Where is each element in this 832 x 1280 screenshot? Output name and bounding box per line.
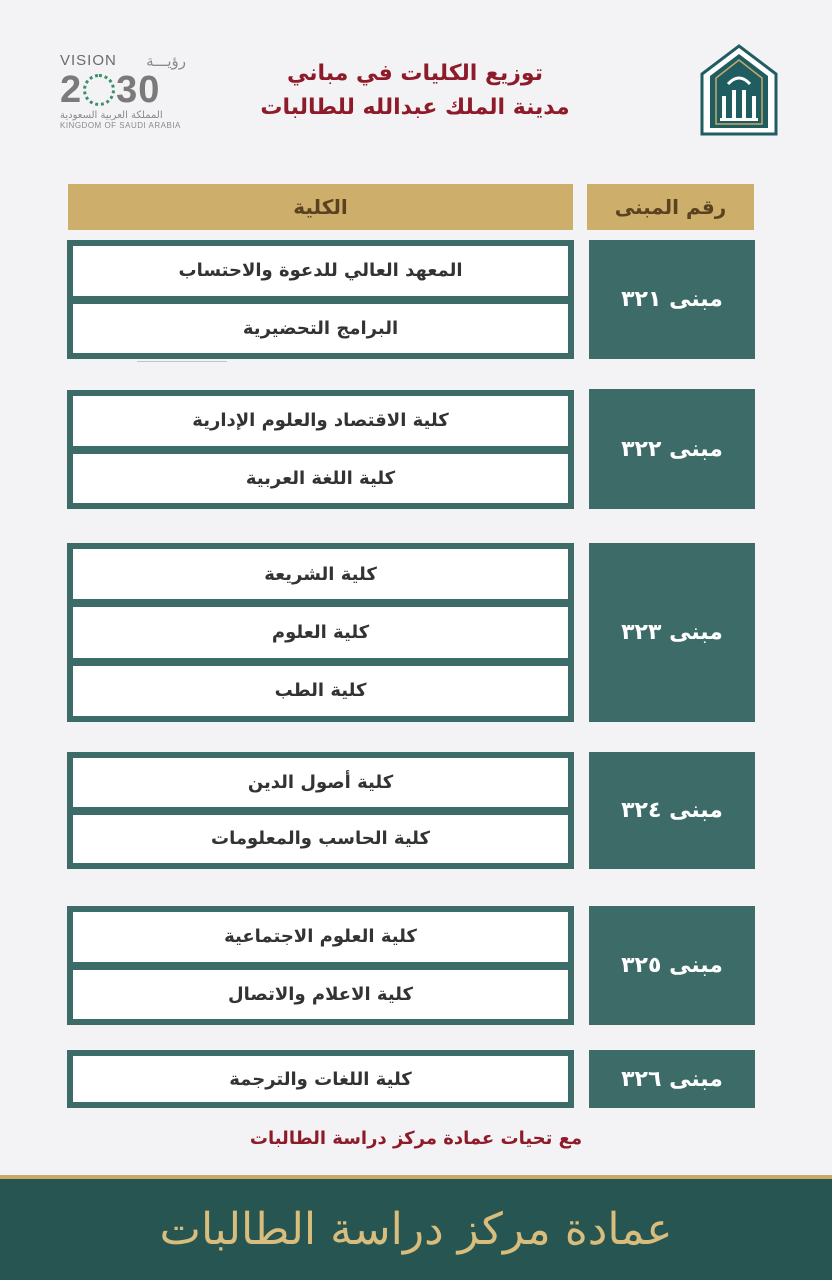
college-item: كلية الطب [73,666,568,716]
palm-emblem-icon [83,74,115,106]
university-logo [698,44,780,136]
title-line-2: مدينة الملك عبدالله للطالبات [260,95,570,120]
college-item: كلية الشريعة [73,549,568,599]
page-title [230,58,600,126]
college-item: كلية اللغة العربية [73,454,568,504]
college-group-326 [67,1050,574,1108]
divider [137,361,227,362]
college-item: المعهد العالي للدعوة والاحتساب [73,246,568,296]
college-item: كلية الاقتصاد والعلوم الإدارية [73,396,568,446]
column-header-college: الكلية [68,184,573,230]
college-item: كلية العلوم الاجتماعية [73,912,568,962]
vision-year-left: 2 [60,69,83,111]
vision-word-ar: رؤيـــة [146,53,186,70]
college-group-325 [67,906,574,1025]
column-header-building: رقم المبنى [587,184,754,230]
building-label-322: مبنى ٣٢٢ [589,389,755,509]
building-label-325: مبنى ٣٢٥ [589,906,755,1025]
footer-calligraphy: عمادة مركز دراسة الطالبات [159,1204,673,1255]
building-label-323: مبنى ٣٢٣ [589,543,755,722]
college-item: كلية أصول الدين [73,758,568,807]
vision-2030-logo [60,52,200,134]
college-group-321 [67,240,574,359]
building-label-326: مبنى ٣٢٦ [589,1050,755,1108]
vision-country-ar: المملكة العربية السعودية [60,110,163,121]
title-line-1: توزيع الكليات في مباني [287,61,543,86]
college-item: كلية الحاسب والمعلومات [73,815,568,864]
thanks-note: مع تحيات عمادة مركز دراسة الطالبات [249,1128,583,1149]
vision-year-right: 30 [116,69,161,111]
building-label-324: مبنى ٣٢٤ [589,752,755,869]
vision-country-en: KINGDOM OF SAUDI ARABIA [60,121,181,130]
college-group-323 [67,543,574,722]
building-label-321: مبنى ٣٢١ [589,240,755,359]
college-group-324 [67,752,574,869]
college-item: كلية اللغات والترجمة [73,1056,568,1102]
college-group-322 [67,390,574,509]
college-item: كلية الاعلام والاتصال [73,970,568,1020]
vision-word: VISION [60,52,117,69]
footer-banner [0,1175,832,1280]
college-item: البرامج التحضيرية [73,304,568,354]
college-item: كلية العلوم [73,607,568,657]
